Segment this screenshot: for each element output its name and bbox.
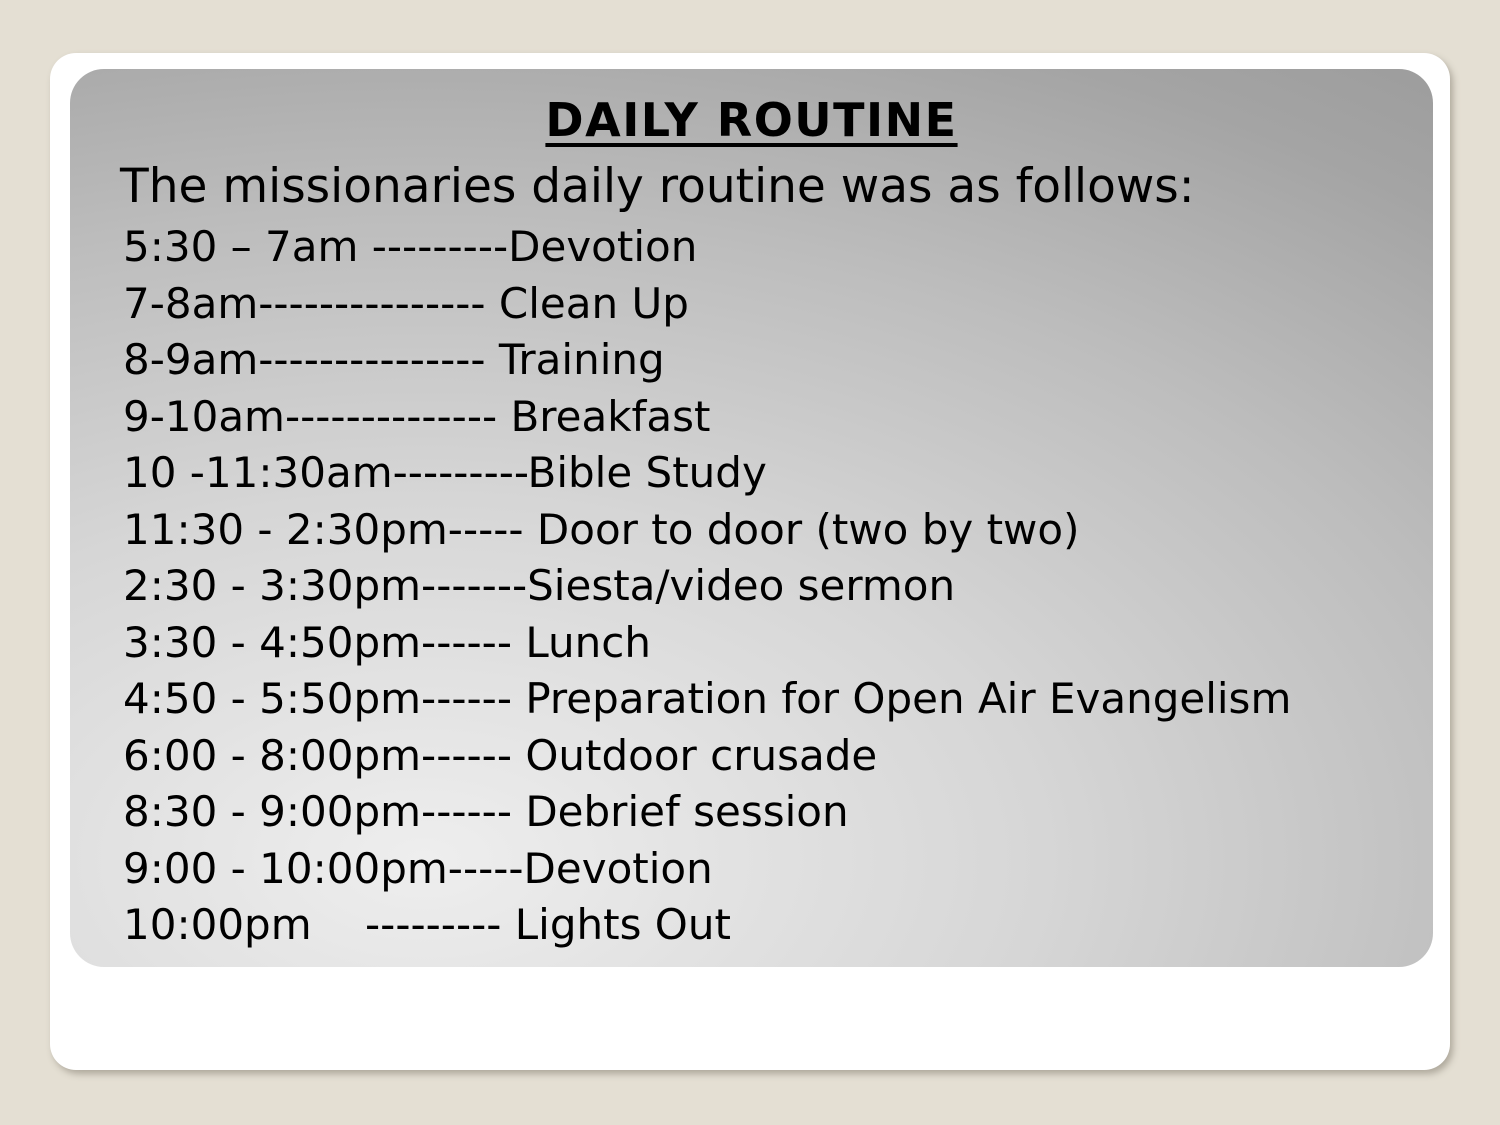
schedule-line: 10:00pm --------- Lights Out (123, 900, 731, 949)
content-panel (70, 69, 1433, 967)
schedule-line: 11:30 - 2:30pm----- Door to door (two by two) (123, 504, 1080, 554)
schedule-line: 6:00 - 8:00pm------ Outdoor crusade (123, 730, 878, 780)
slide-title: DAILY ROUTINE (545, 93, 958, 147)
schedule-line: 9-10am-------------- Breakfast (123, 391, 711, 441)
schedule-line: 8:30 - 9:00pm------ Debrief session (123, 787, 849, 836)
schedule-line: 7-8am--------------- Clean Up (123, 278, 689, 328)
intro-text: The missionaries daily routine was as follows: (120, 159, 1195, 214)
schedule-line: 2:30 - 3:30pm-------Siesta/video sermon (123, 561, 956, 610)
schedule-line: 9:00 - 10:00pm-----Devotion (123, 843, 713, 893)
schedule-line: 4:50 - 5:50pm------ Preparation for Open Air Evangelism (123, 674, 1292, 723)
schedule-line: 10 -11:30am---------Bible Study (123, 448, 767, 497)
schedule-line: 3:30 - 4:50pm------ Lunch (123, 617, 651, 667)
schedule-line: 5:30 – 7am ---------Devotion (123, 222, 698, 271)
schedule-list (123, 219, 1413, 954)
schedule-line: 8-9am--------------- Training (123, 335, 665, 384)
slide-card (50, 53, 1450, 1070)
